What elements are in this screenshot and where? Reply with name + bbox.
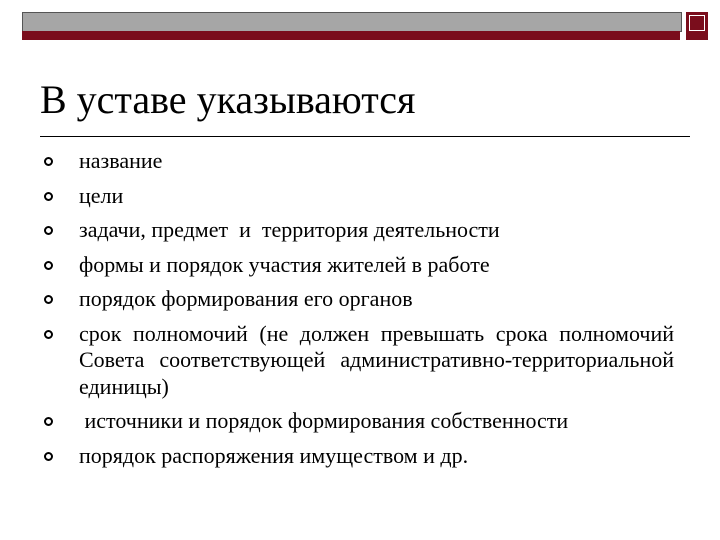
bullet-icon — [44, 417, 53, 426]
list-item-text: срок полномочий (не должен превышать срока полномочий Совета соответствующей административно-территориальной единицы) — [79, 320, 680, 399]
slide-title: В уставе указываются — [40, 77, 416, 122]
corner-square-outline — [689, 15, 705, 31]
list-item — [44, 320, 680, 401]
list-item — [44, 443, 674, 470]
title-divider — [40, 136, 690, 137]
list-item-text: порядок распоряжения имуществом и др. — [79, 442, 469, 468]
list-item-text: формы и порядок участия жителей в работе — [79, 251, 490, 277]
bullet-list — [44, 148, 680, 477]
bullet-icon — [44, 192, 53, 201]
bullet-icon — [44, 330, 53, 339]
list-item-text: порядок формирования его органов — [79, 286, 413, 311]
bullet-icon — [44, 157, 53, 166]
list-item — [44, 286, 674, 313]
bullet-icon — [44, 452, 53, 461]
list-item-text: источники и порядок формирования собственности — [79, 408, 569, 433]
header-gray-bar — [22, 12, 682, 32]
list-item — [44, 148, 674, 175]
bullet-icon — [44, 295, 53, 304]
list-item — [44, 217, 674, 244]
list-item — [44, 252, 674, 279]
bullet-icon — [44, 226, 53, 235]
list-item-text: название — [79, 148, 163, 173]
list-item-text: цели — [79, 182, 124, 208]
list-item — [44, 408, 674, 435]
header-accent-bar — [22, 31, 680, 40]
list-item — [44, 183, 674, 210]
corner-square-icon — [686, 12, 708, 40]
list-item-text: задачи, предмет и территория деятельности — [79, 217, 500, 242]
bullet-icon — [44, 261, 53, 270]
